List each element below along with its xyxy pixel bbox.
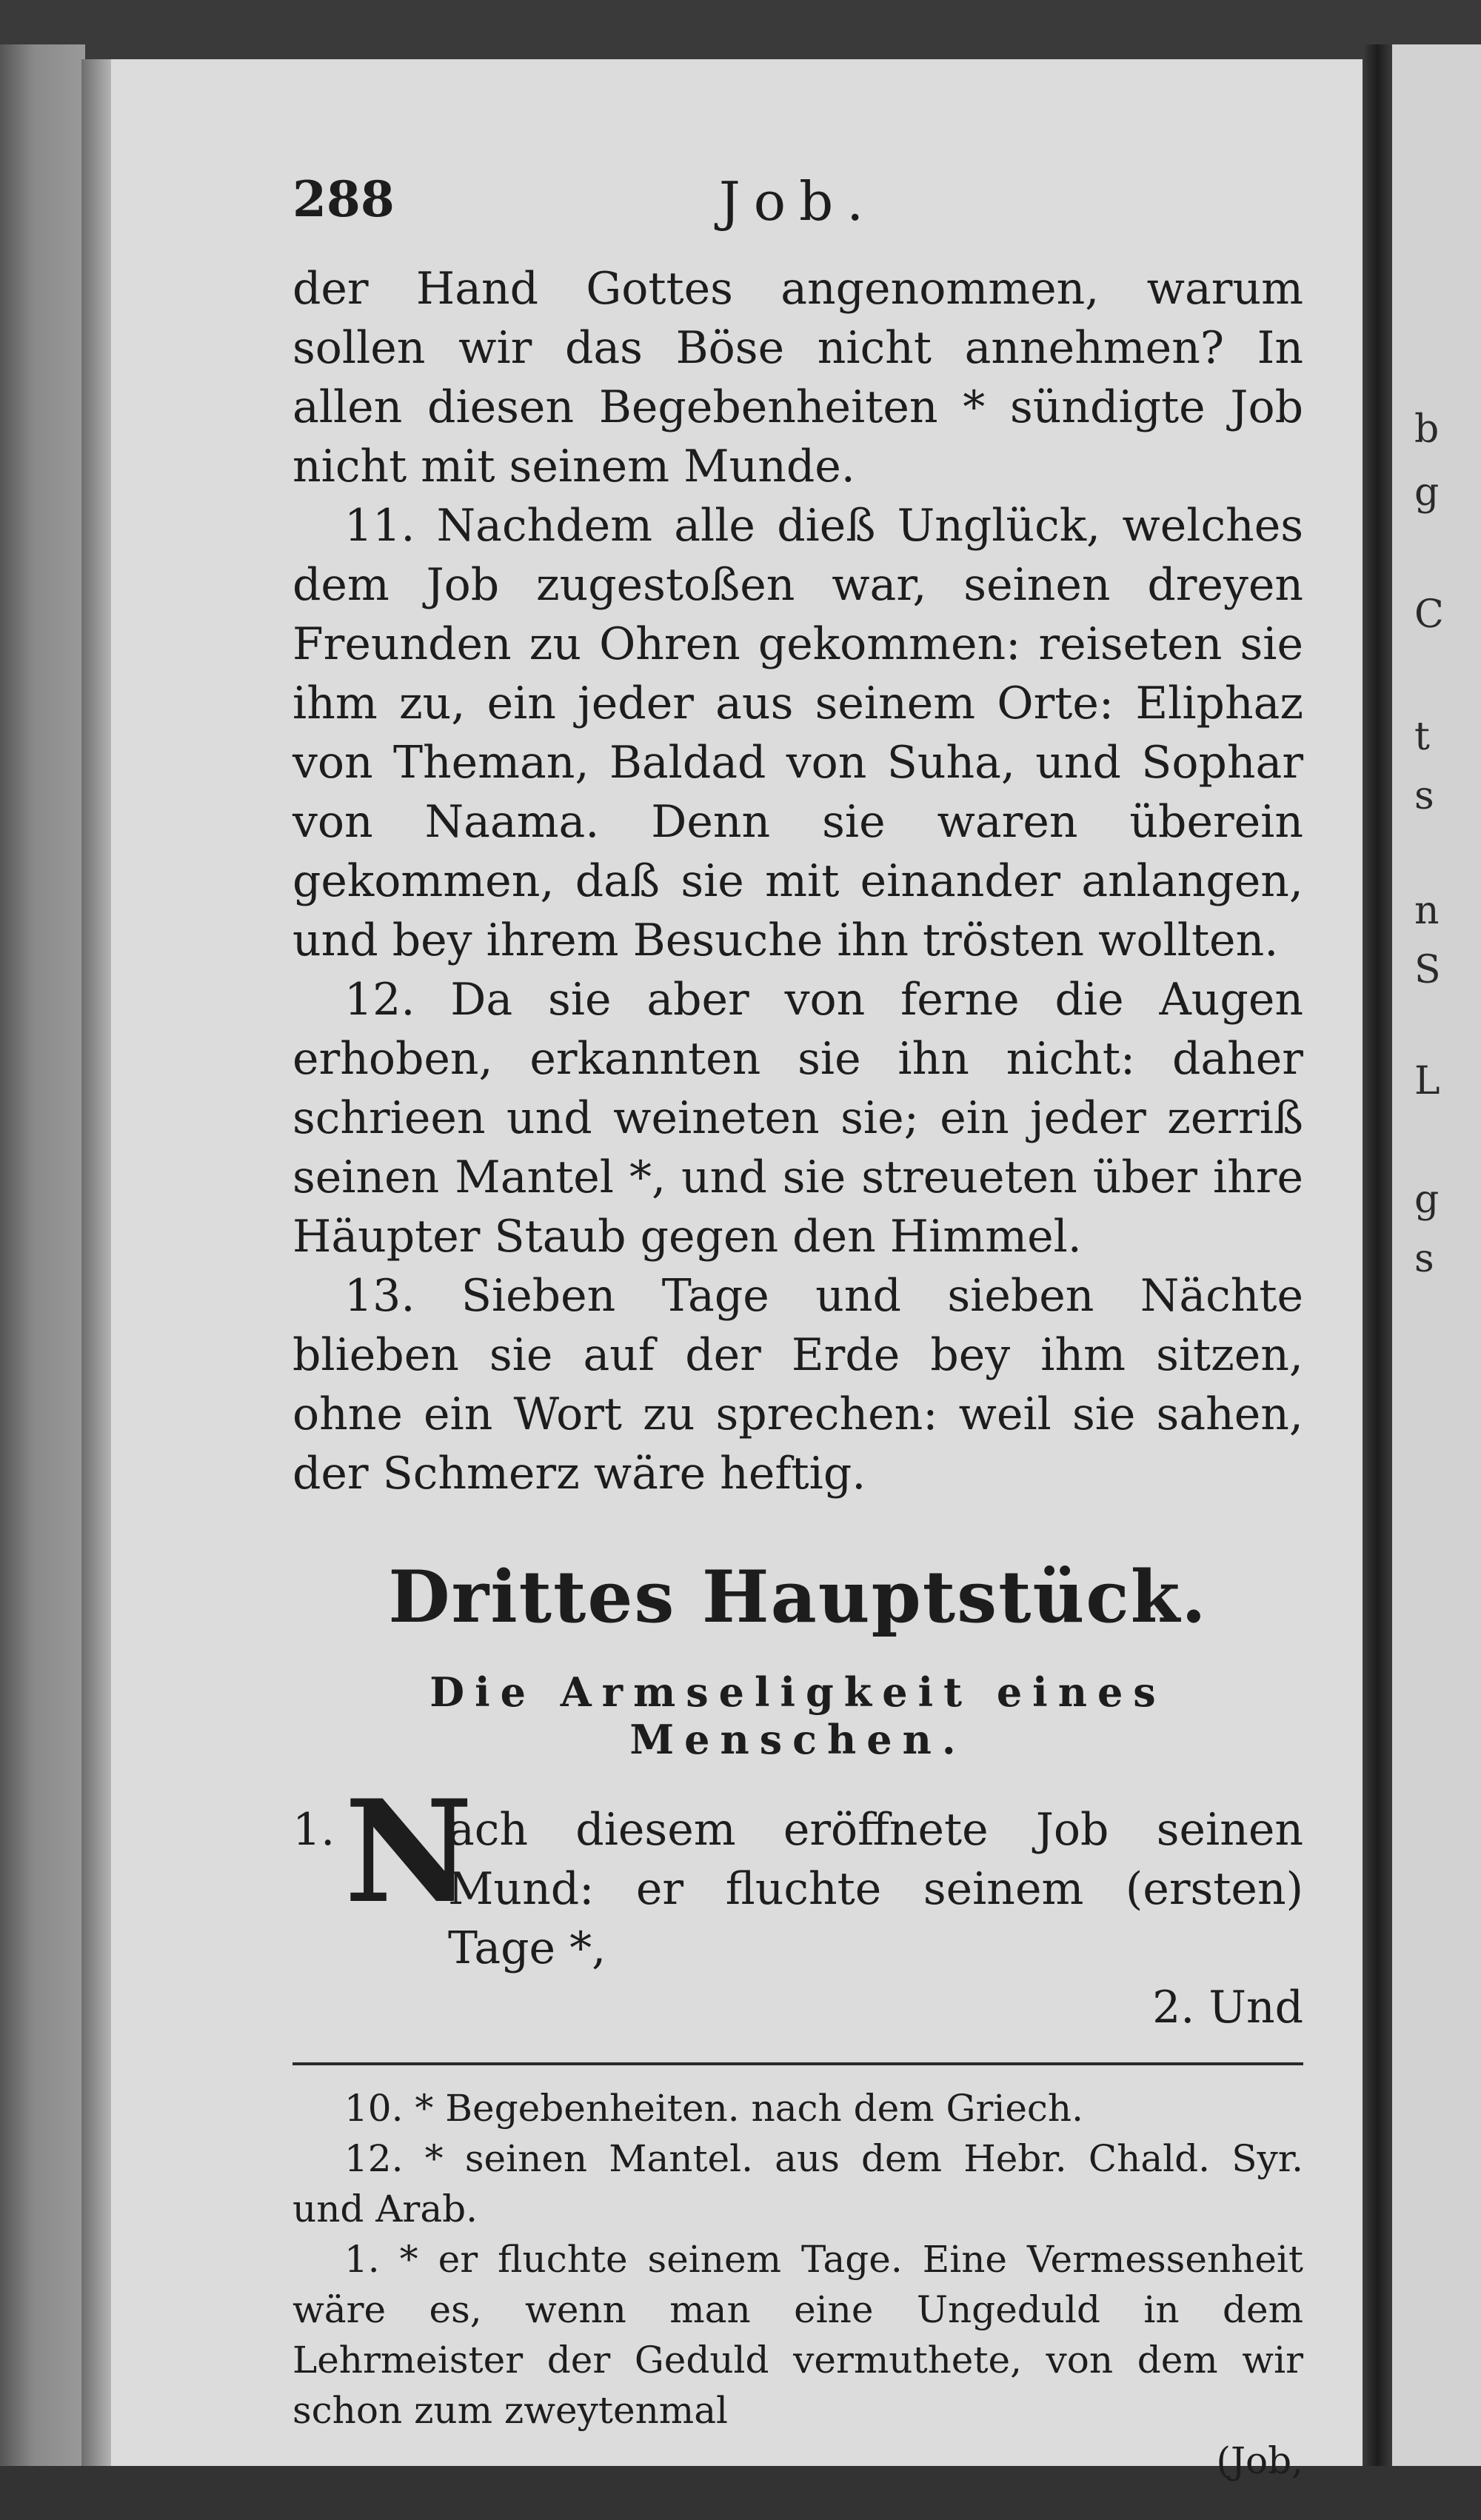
- page-number: 288: [292, 170, 395, 228]
- paragraph: 11. Nachdem alle dieß Unglück, welches dem Job zugestoßen war, seinen dreyen Freunden zu Ohren gekommen: reiseten sie ihm zu, ein jeder aus seinem Orte: Eliphaz von Theman, Baldad von Suha, und Sophar von Naama. Denn sie waren überein gekommen, daß sie mit einander anlangen, und bey ihrem Besuche ihn trösten wollten.: [292, 500, 1303, 966]
- chapter-subtitle: Die Armseligkeit eines Menschen.: [429, 1668, 1166, 1763]
- paragraph: 12. Da sie aber von ferne die Augen erhoben, erkannten sie ihn nicht: daher schrieen und weineten sie; ein jeder zerriß seinen Mantel *, und sie streueten über ihre Häupter Staub gegen den Himmel.: [292, 974, 1303, 1263]
- facing-page-fragment: L: [1414, 1059, 1440, 1103]
- verse-number: 1.: [292, 1804, 335, 1856]
- facing-page-fragment: C: [1414, 592, 1444, 637]
- facing-page-fragment: n: [1414, 889, 1440, 933]
- running-title: Job.: [718, 170, 877, 233]
- footnote: 10. * Begebenheiten. nach dem Griech.: [344, 2087, 1084, 2130]
- footnote: 1. * er fluchte seinem Tage. Eine Vermessenheit wäre es, wenn man eine Ungeduld in dem Lehrmeister der Geduld vermuthete, von dem wir schon zum zweytenmal: [292, 2238, 1303, 2432]
- page-header: [292, 170, 1303, 259]
- verse-text: ach diesem eröffnete Job seinen Mund: er fluchte seinem (ersten) Tage *,: [448, 1804, 1303, 1974]
- facing-page-edge: [1392, 44, 1481, 2488]
- page-edge-shadow: [81, 59, 115, 2466]
- book-gutter: [1363, 44, 1392, 2520]
- facing-page-fragment: s: [1414, 1237, 1434, 1281]
- page-content: [292, 170, 1303, 2486]
- drop-initial: N: [344, 1769, 473, 1934]
- paragraph: der Hand Gottes angenommen, warum sollen wir das Böse nicht annehmen? In allen diesen Begebenheiten * sündigte Job nicht mit seinem Munde.: [292, 263, 1303, 492]
- facing-page-fragment: g: [1414, 1177, 1440, 1222]
- footnote-rule: [292, 2062, 1303, 2068]
- facing-page-fragment: s: [1414, 774, 1434, 818]
- facing-page-fragment: b: [1414, 407, 1440, 452]
- catchword: 2. Und: [1152, 1982, 1303, 2033]
- paragraph: 13. Sieben Tage und sieben Nächte blieben sie auf der Erde bey ihm sitzen, ohne ein Wort zu sprechen: weil sie sahen, der Schmerz wäre heftig.: [292, 1270, 1303, 1500]
- footnote-catchword: (Job,: [1216, 2439, 1303, 2482]
- book-spine-edge: [0, 44, 85, 2488]
- first-verse: [292, 1769, 1303, 1978]
- body-text: [292, 259, 1303, 1503]
- facing-page-fragment: g: [1414, 470, 1440, 515]
- footnotes: [292, 2083, 1303, 2486]
- facing-page-fragment: t: [1414, 715, 1430, 759]
- footnote: 12. * seinen Mantel. aus dem Hebr. Chald. Syr. und Arab.: [292, 2137, 1303, 2230]
- chapter-title: Drittes Hauptstück.: [388, 1555, 1208, 1639]
- facing-page-fragment: S: [1414, 948, 1441, 992]
